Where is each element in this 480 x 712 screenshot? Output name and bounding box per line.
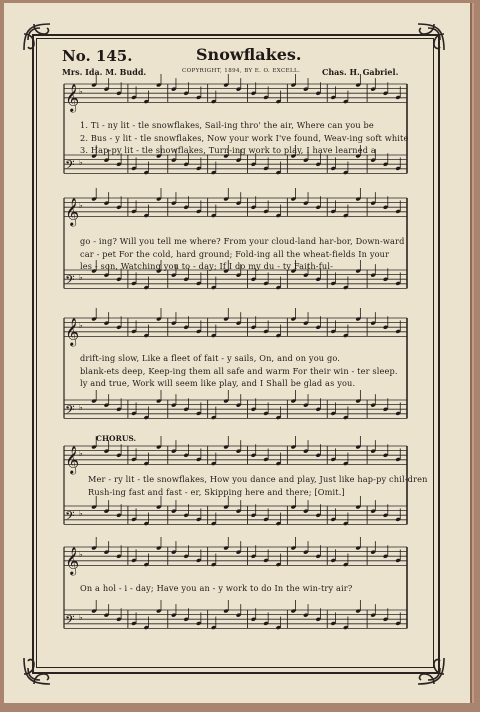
flat-sign-icon: ♭ [79,509,83,519]
lyric-line: car - pet For the cold, hard ground; Fold-ing all the wheat-fields In your [80,248,390,259]
lyric-line: drift-ing slow, Like a fleet of fait - y sails, On, and on you go. [80,353,341,363]
treble-clef-icon: 𝄞 [65,197,80,226]
bass-clef-icon: 𝄢 [65,508,75,527]
bass-clef-icon: 𝄢 [65,157,75,176]
lyric-line: On a hol - i - day; Have you an - y work to do In the win-try air? [80,583,353,593]
lyric-line: Rush-ing fast and fast - er, Skipping here and there; [Omit.] [88,486,345,497]
lyric-line: ly and true, Work will seem like play, and I Shall be glad as you. [80,378,356,388]
copyright-notice: COPYRIGHT, 1894, BY E. O. EXCELL. [182,68,301,74]
lyric-line: go - ing? Will you tell me where? From your cloud-land har-bor, Down-ward [80,236,405,246]
flat-sign-icon: ♭ [79,158,83,168]
lyric-line: 3. Hap-py lit - tle snowflakes, Turn-ing work to play, I have learned a [80,145,376,155]
flat-sign-icon: ♭ [79,403,83,413]
flat-sign-icon: ♭ [79,449,83,459]
bass-clef-icon: 𝄢 [65,272,75,291]
lyric-line: les - son, Watching you to - day; If I do my du - ty Faith-ful- [80,261,334,271]
lyric-line: 2. Bus - y lit - tle snowflakes, Now your work I've found, Weav-ing soft white [80,132,409,143]
flat-sign-icon: ♭ [79,321,83,331]
lyricist-credit: Mrs. Ida. M. Budd. [62,67,147,77]
treble-clef-icon: 𝄞 [65,445,80,474]
lyric-line: 1. Ti - ny lit - tle snowflakes, Sail-ing thro' the air, Where can you be [80,120,374,130]
lyric-line: Mer - ry lit - tle snowflakes, How you dance and play, Just like hap-py chil-dren [88,474,428,484]
treble-clef-icon: 𝄞 [65,546,80,575]
flat-sign-icon: ♭ [79,273,83,283]
flat-sign-icon: ♭ [79,87,83,97]
composer-credit: Chas. H. Gabriel. [322,67,399,77]
lyric-line: blank-ets deep, Keep-ing them all safe and warm For their win - ter sleep. [80,365,398,376]
treble-clef-icon: 𝄞 [65,317,80,346]
chorus-label: CHORUS. [96,434,137,443]
hymn-number: No. 145. [62,47,133,65]
flat-sign-icon: ♭ [79,201,83,211]
hymn-title: Snowflakes. [196,45,302,64]
flat-sign-icon: ♭ [79,550,83,560]
bass-clef-icon: 𝄢 [65,402,75,421]
bass-clef-icon: 𝄢 [65,612,75,631]
treble-clef-icon: 𝄞 [65,83,80,112]
flat-sign-icon: ♭ [79,613,83,623]
